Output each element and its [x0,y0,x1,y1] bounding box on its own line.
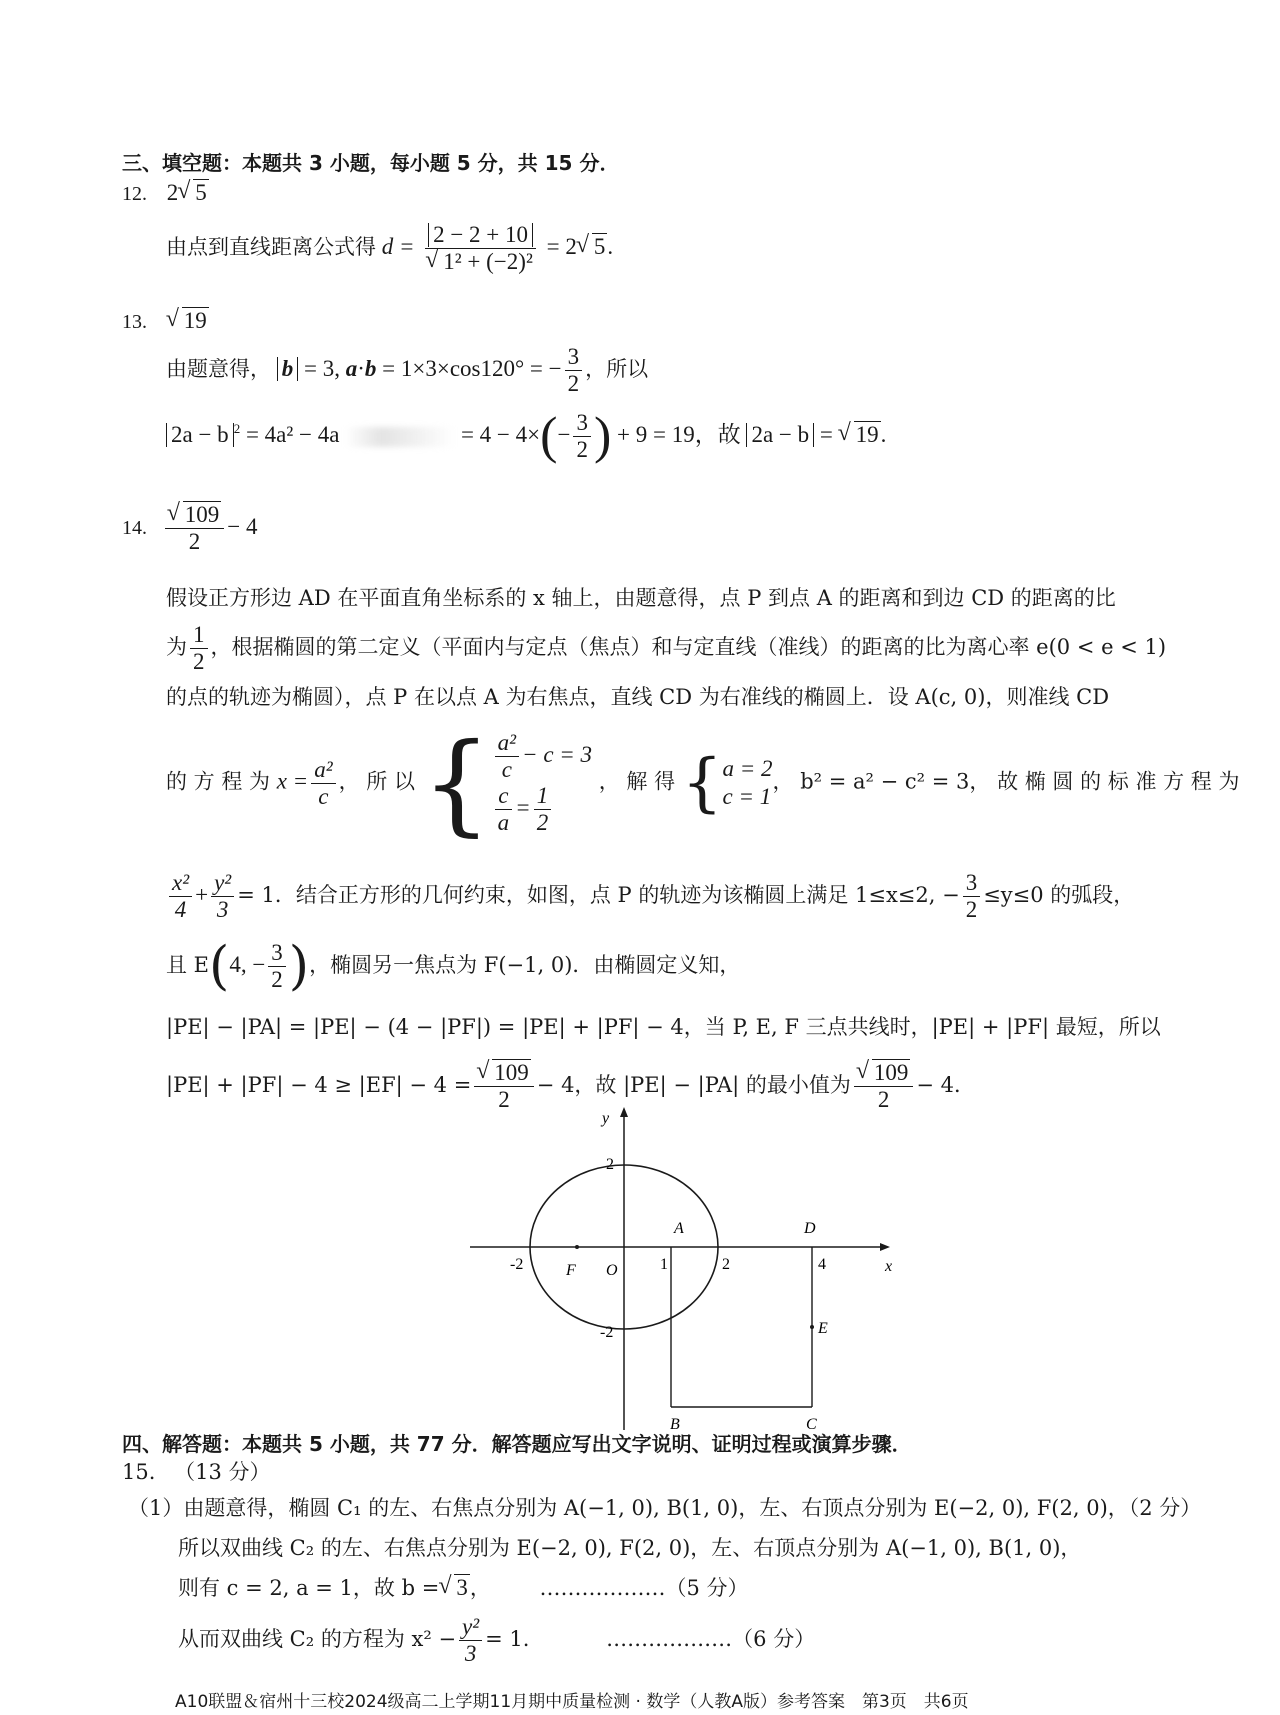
q14-p4: 的 方 程 为 x = $\frac{\text{a²}}{c}$ ， 所 以 { $\frac{\text{a²}}{c}$ − c = 3 $\frac{c}{a}$ = $\frac{1}{2}$ ， 解 得 { a = 2 c = 1 ， b² = a² − c² = 3， 故 椭 圆 的 标 准 方 程 为 [166,719,1240,847]
q13-answer-sqrt: √ 19 [167,308,209,334]
q13-l2-end: . [880,421,887,447]
x-axis-label: x [885,1258,893,1275]
q13-l2-abs2: 2a − b [746,423,814,447]
q12-number: 12. [122,183,147,205]
q13-blurred-region [345,427,455,447]
q12-d-eq: d = [381,233,415,259]
q14-p2: 为 $\frac{1}{2}$ ，根据椭圆的第二定义（平面内与定点（焦点）和与定直线（准线）的距离的比为离心率 e(0 < e < 1) [166,622,1167,674]
q13-l1-frac: $\frac{3}{2}$ [565,344,583,397]
q13-right-paren: ) [593,407,612,465]
tick-x-2: 2 [722,1256,730,1273]
q12-line-pre: 由点到直线距离公式得 [166,234,376,259]
q13-l1-b2: b [364,355,377,381]
q12-result-eq: = 2 [546,233,577,259]
q13-l2-sqrt: √ 19 [839,422,881,448]
q15-line4-score: ………………（6 分） [606,1627,816,1651]
q12-den-sqrt: √ 1² + (−2)² [426,249,535,275]
q14-system-brace: { [421,719,492,847]
q13-l1-b: b [277,357,299,381]
label-D: D [804,1220,816,1237]
q15-line3-score: ………………（5 分） [539,1576,749,1600]
q15-line2: 所以双曲线 C₂ 的左、右焦点分别为 E(−2, 0), F(2, 0)，左、右顶点分别为 A(−1, 0), B(1, 0)， [178,1536,1082,1560]
label-C: C [806,1416,817,1433]
q14-answer-tail: − 4 [227,513,258,539]
page-footer: A10联盟＆宿州十三校2024级高二上学期11月期中质量检测 · 数学（人教A版）参考答案 第3页 共6页 [175,1692,969,1712]
q14-p3: 的点的轨迹为椭圆），点 P 在以点 A 为右焦点，直线 CD 为右准线的椭圆上．设 A(c, 0)，则准线 CD [166,685,1110,709]
q12-answer [122,180,209,206]
q13-left-paren: ( [540,407,558,465]
q12-answer-coef: 2 [166,180,179,205]
label-F: F [566,1262,576,1279]
q14-solution: a = 2 c = 1 [722,756,773,809]
q15-line1: （1）由题意得，椭圆 C₁ 的左、右焦点分别为 A(−1, 0), B(1, 0)，左、右顶点分别为 E(−2, 0), F(2, 0)，（2 分） [128,1496,1202,1520]
y-axis-label: y [602,1110,610,1127]
tick-x-4: 4 [818,1256,826,1273]
q14-p4-frac: $\frac{\text{a²}}{c}$ [311,757,335,810]
tick-x-1: 1 [660,1256,668,1273]
point-F-dot [575,1245,579,1249]
q13-l2-mid: = 4 − 4× [460,421,541,447]
q13-l1-pre: 由题意得， [166,356,271,381]
q13-l1-end: ，所以 [585,356,649,381]
x-axis-arrow [880,1243,890,1251]
q13-l1-a: a [345,355,358,381]
q15-number: 15. [122,1460,156,1484]
q13-l2-eq: = 4a² − 4a [245,421,340,447]
q15-line4: 从而双曲线 C₂ 的方程为 x² − $\frac{\text{y²}}{3}$ = 1. ………………（6 分） [178,1614,816,1666]
q13-l2-tail: + 9 = 19，故 [617,421,741,447]
q12-fraction [423,222,538,275]
q12-result-sqrt: √ 5 [577,234,608,260]
tick-y-neg2: -2 [600,1324,614,1341]
q12-explanation [166,222,613,275]
section3-heading: 三、填空题：本题共 3 小题，每小题 5 分，共 15 分． [122,151,620,175]
q13-l2-eq2: = [819,421,833,447]
q14-p1: 假设正方形边 AD 在平面直角坐标系的 x 轴上，由题意得，点 P 到点 A 的距离和到边 CD 的距离的比 [166,586,1116,610]
q12-answer-sqrt: √ 5 [178,180,209,206]
section4-heading: 四、解答题：本题共 5 小题，共 77 分．解答题应写出文字说明、证明过程或演算步骤． [122,1432,912,1456]
q15-line3: 则有 c = 2, a = 1，故 b =√ 3， ………………（5 分） [178,1574,749,1602]
q14-number: 14. [122,517,147,539]
y-axis-arrow [620,1107,628,1117]
q15-header [122,1458,271,1486]
q14-answer [122,502,257,555]
tick-y-2: 2 [606,1156,614,1173]
q12-numerator: 2 − 2 + 10 [428,223,533,247]
q15-score: （13 分） [174,1460,271,1484]
label-A: A [674,1220,684,1237]
q14-solution-brace: { [681,746,723,820]
q14-p6: 且 E(4, − $\frac{3}{2}$ )，椭圆另一焦点为 F(−1, 0)．由椭圆定义知， [166,936,741,997]
label-E: E [818,1320,828,1337]
tick-x-neg2: -2 [510,1256,524,1273]
q14-p7: |PE| − |PA| = |PE| − (4 − |PF|) = |PE| + |PF| − 4，当 P, E, F 三点共线时，|PE| + |PF| 最短，所以 [166,1015,1161,1039]
q13-line2: 2a − b $^2$ = 4a² − 4a = 4 − 4×(− $\frac{3}{2}$ ) + 9 = 19，故 2a − b = √ 19. [166,410,886,463]
q13-l1-calc: = 1×3×cos120° = − [382,355,562,381]
q14-p5: $\frac{\text{x²}}{4}$ + $\frac{\text{y²}}{3}$ = 1．结合正方形的几何约束，如图，点 P 的轨迹为该椭圆上满足 1≤x≤2, − $\frac{3}{2}$ ≤y≤0 的弧段， [166,870,1134,923]
label-O: O [606,1262,618,1279]
q13-answer [122,308,209,334]
q12-result-end: . [607,233,614,259]
q13-l2-abs: 2a − b [166,423,234,447]
q13-number: 13. [122,311,147,333]
q13-l2-frac: $\frac{3}{2}$ [573,410,591,463]
q14-p8: |PE| + |PF| − 4 ≥ |EF| − 4 = √ $\frac{109}{2}$ − 4，故 |PE| − |PA| 的最小值为 √ $\frac{109}{2}$ − 4． [166,1060,975,1113]
ellipse-square-figure [460,1105,900,1435]
point-E-dot [810,1325,814,1329]
q14-answer-frac: √ $\frac{109}{2}$ [165,502,225,555]
q13-line1 [166,344,648,397]
q14-p2-frac: $\frac{1}{2}$ [190,622,208,675]
q14-system: $\frac{\text{a²}}{c}$ − c = 3 $\frac{c}{a}$ = $\frac{1}{2}$ [492,730,592,836]
q13-l1-dot: · [357,355,365,381]
q13-l1-mid: = 3, [304,355,340,381]
label-B: B [670,1416,680,1433]
